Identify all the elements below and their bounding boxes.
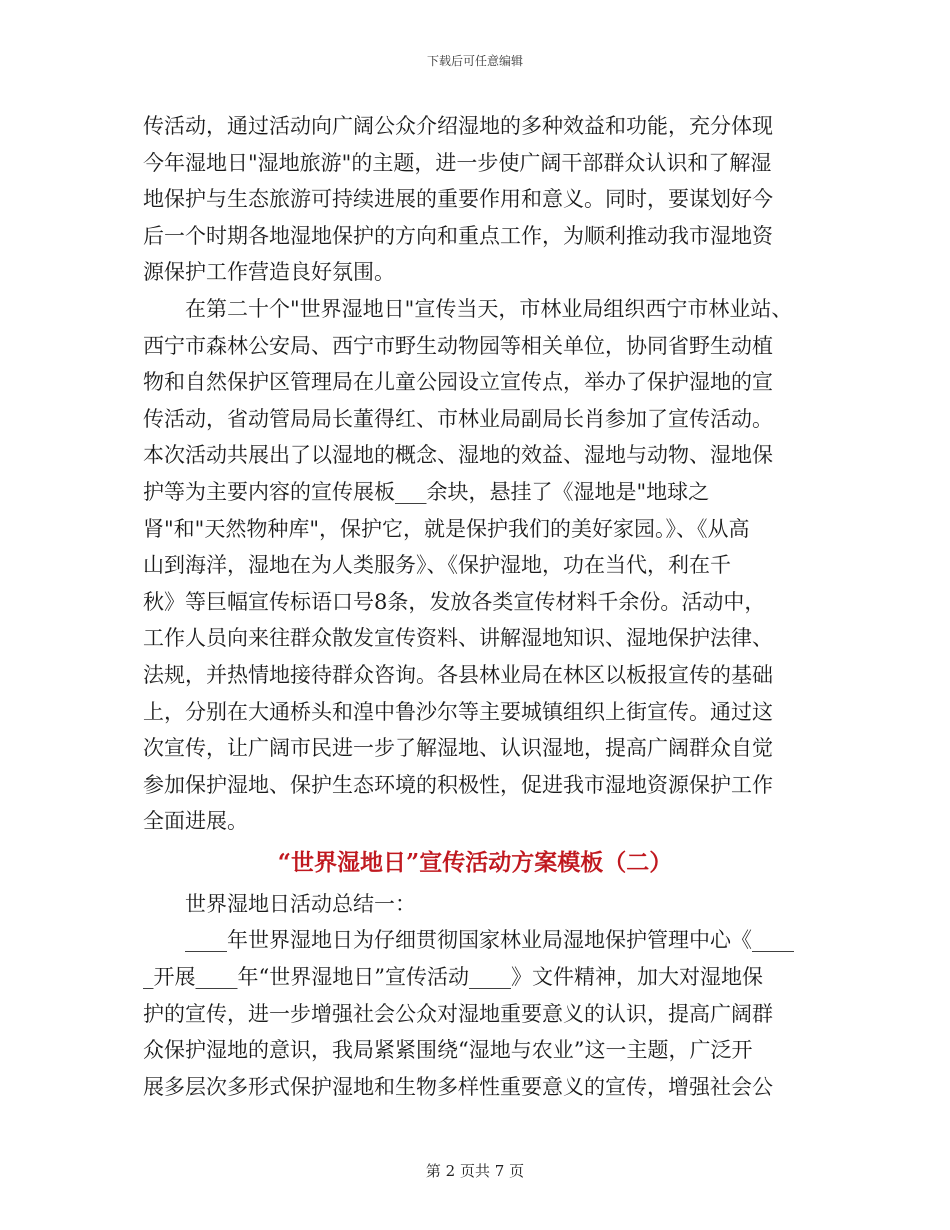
text-line: 地保护与生态旅游可持续进展的重要作用和意义。同时，要谋划好今 [143, 187, 773, 212]
paragraph-summary-body [143, 922, 807, 1105]
text-line: 本次活动共展出了以湿地的概念、湿地的效益、湿地与动物、湿地保 [143, 443, 773, 468]
text-line: 全面进展。 [143, 809, 248, 834]
text-line: 秋》等巨幅宣传标语口号8条，发放各类宣传材料千余份。活动中， [143, 589, 766, 614]
text-line: 山到海洋，湿地在为人类服务》、《保护湿地，功在当代，利在千 [143, 553, 731, 578]
text-line: 上，分别在大通桥头和湟中鲁沙尔等主要城镇组织上街宣传。通过这 [143, 699, 773, 724]
text-line: 物和自然保护区管理局在儿童公园设立宣传点，举办了保护湿地的宣 [143, 370, 773, 395]
text-line: 护的宣传，进一步增强社会公众对湿地重要意义的认识，提高广阔群 [143, 1001, 773, 1026]
text-line: 源保护工作营造良好氛围。 [143, 260, 395, 285]
page-header: 下载后可任意编辑 [426, 54, 523, 68]
text-line: 次宣传，让广阔市民进一步了解湿地、认识湿地，提高广阔群众自觉 [143, 736, 773, 761]
text-line: ____年世界湿地日为仔细贯彻国家林业局湿地保护管理中心《____ [185, 928, 794, 953]
text-line: 工作人员向来往群众散发宣传资料、讲解湿地知识、湿地保护法律、 [143, 626, 773, 651]
text-line: 展多层次多形式保护湿地和生物多样性重要意义的宣传，增强社会公 [143, 1074, 773, 1099]
paragraph-intro-continuation [143, 108, 807, 291]
text-line: 肾"和"天然物种库"，保护它，就是保护我们的美好家园。》、《从高 [143, 516, 750, 541]
text-line: 传活动，省动管局局长董得红、市林业局副局长肖参加了宣传活动。 [143, 406, 773, 431]
text-line: 护等为主要内容的宣传展板___余块，悬挂了《湿地是"地球之 [143, 479, 710, 504]
text-line: 法规，并热情地接待群众咨询。各县林业局在林区以板报宣传的基础 [143, 662, 773, 687]
text-line: 后一个时期各地湿地保护的方向和重点工作，为顺利推动我市湿地资 [143, 223, 773, 248]
page-footer: 第 2 页共 7 页 [425, 1162, 525, 1180]
text-line: 众保护湿地的意识，我局紧紧围绕“湿地与农业”这一主题，广泛开 [143, 1038, 753, 1063]
text-line: 西宁市森林公安局、西宁市野生动物园等相关单位，协同省野生动植 [143, 333, 773, 358]
text-line: 在第二十个"世界湿地日"宣传当天，市林业局组织西宁市林业站、 [185, 296, 793, 321]
text-line: 世界湿地日活动总结一： [185, 891, 416, 916]
section-heading: “世界湿地日”宣传活动方案模板（二） [277, 848, 673, 876]
document-body [143, 108, 807, 1105]
text-line: 今年湿地日"湿地旅游"的主题，进一步使广阔干部群众认识和了解湿 [143, 150, 772, 175]
text-line: _开展____年“世界湿地日”宣传活动____》文件精神，加大对湿地保 [143, 965, 763, 990]
paragraph-event-report [143, 291, 807, 840]
text-line: 传活动，通过活动向广阔公众介绍湿地的多种效益和功能，充分体现 [143, 114, 773, 138]
text-line: 参加保护湿地、保护生态环境的积极性，促进我市湿地资源保护工作 [143, 772, 773, 797]
paragraph-summary-title [143, 886, 807, 923]
